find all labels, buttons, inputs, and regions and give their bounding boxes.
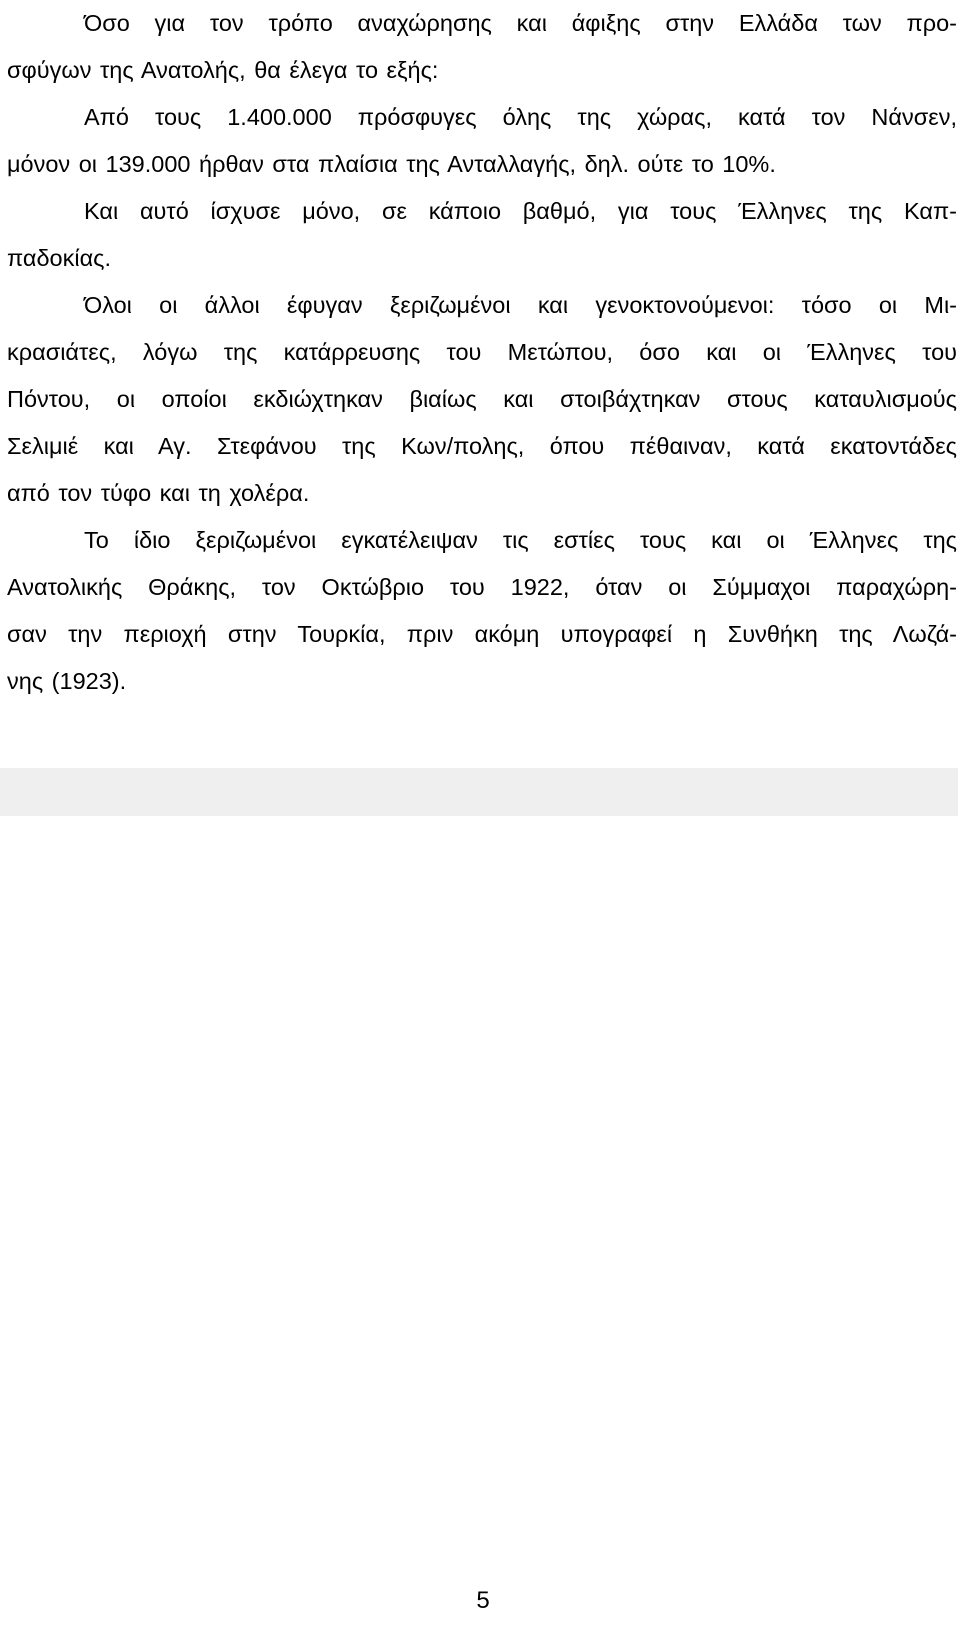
text-line: Πόντου, οι οποίοι εκδιώχτηκαν βιαίως και στοιβάχτηκαν στους καταυλισμούς xyxy=(7,386,957,412)
text-line: σαν την περιοχή στην Τουρκία, πριν ακόμη υπογραφεί η Συνθήκη της Λωζά- xyxy=(7,621,957,647)
text-line: από τον τύφο και τη χολέρα. xyxy=(7,480,310,506)
text-line: σφύγων της Ανατολής, θα έλεγα το εξής: xyxy=(7,57,439,83)
page-break xyxy=(0,768,958,816)
page-number: 5 xyxy=(476,1587,490,1614)
text-line: Όσο για τον τρόπο αναχώρησης και άφιξης στην Ελλάδα των προ- xyxy=(84,10,957,36)
text-line: Ανατολικής Θράκης, τον Οκτώβριο του 1922, όταν οι Σύμμαχοι παραχώρη- xyxy=(7,574,957,600)
text-line: Και αυτό ίσχυσε μόνο, σε κάποιο βαθμό, για τους Έλληνες της Καπ- xyxy=(84,198,957,224)
text-line: μόνον οι 139.000 ήρθαν στα πλαίσια της Ανταλλαγής, δηλ. ούτε το 10%. xyxy=(7,151,776,177)
text-line: Το ίδιο ξεριζωμένοι εγκατέλειψαν τις εστίες τους και οι Έλληνες της xyxy=(84,527,957,553)
text-line: Σελιμιέ και Αγ. Στεφάνου της Κων/πολης, όπου πέθαιναν, κατά εκατοντάδες xyxy=(7,433,957,459)
text-line: παδοκίας. xyxy=(7,245,112,271)
text-line: Όλοι οι άλλοι έφυγαν ξεριζωμένοι και γενοκτονούμενοι: τόσο οι Μι- xyxy=(84,292,957,318)
text-line: νης (1923). xyxy=(7,668,127,694)
document-body xyxy=(7,0,957,705)
text-line: κρασιάτες, λόγω της κατάρρευσης του Μετώπου, όσο και οι Έλληνες του xyxy=(7,339,957,365)
text-line: Από τους 1.400.000 πρόσφυγες όλης της χώρας, κατά τον Νάνσεν, xyxy=(84,104,957,130)
